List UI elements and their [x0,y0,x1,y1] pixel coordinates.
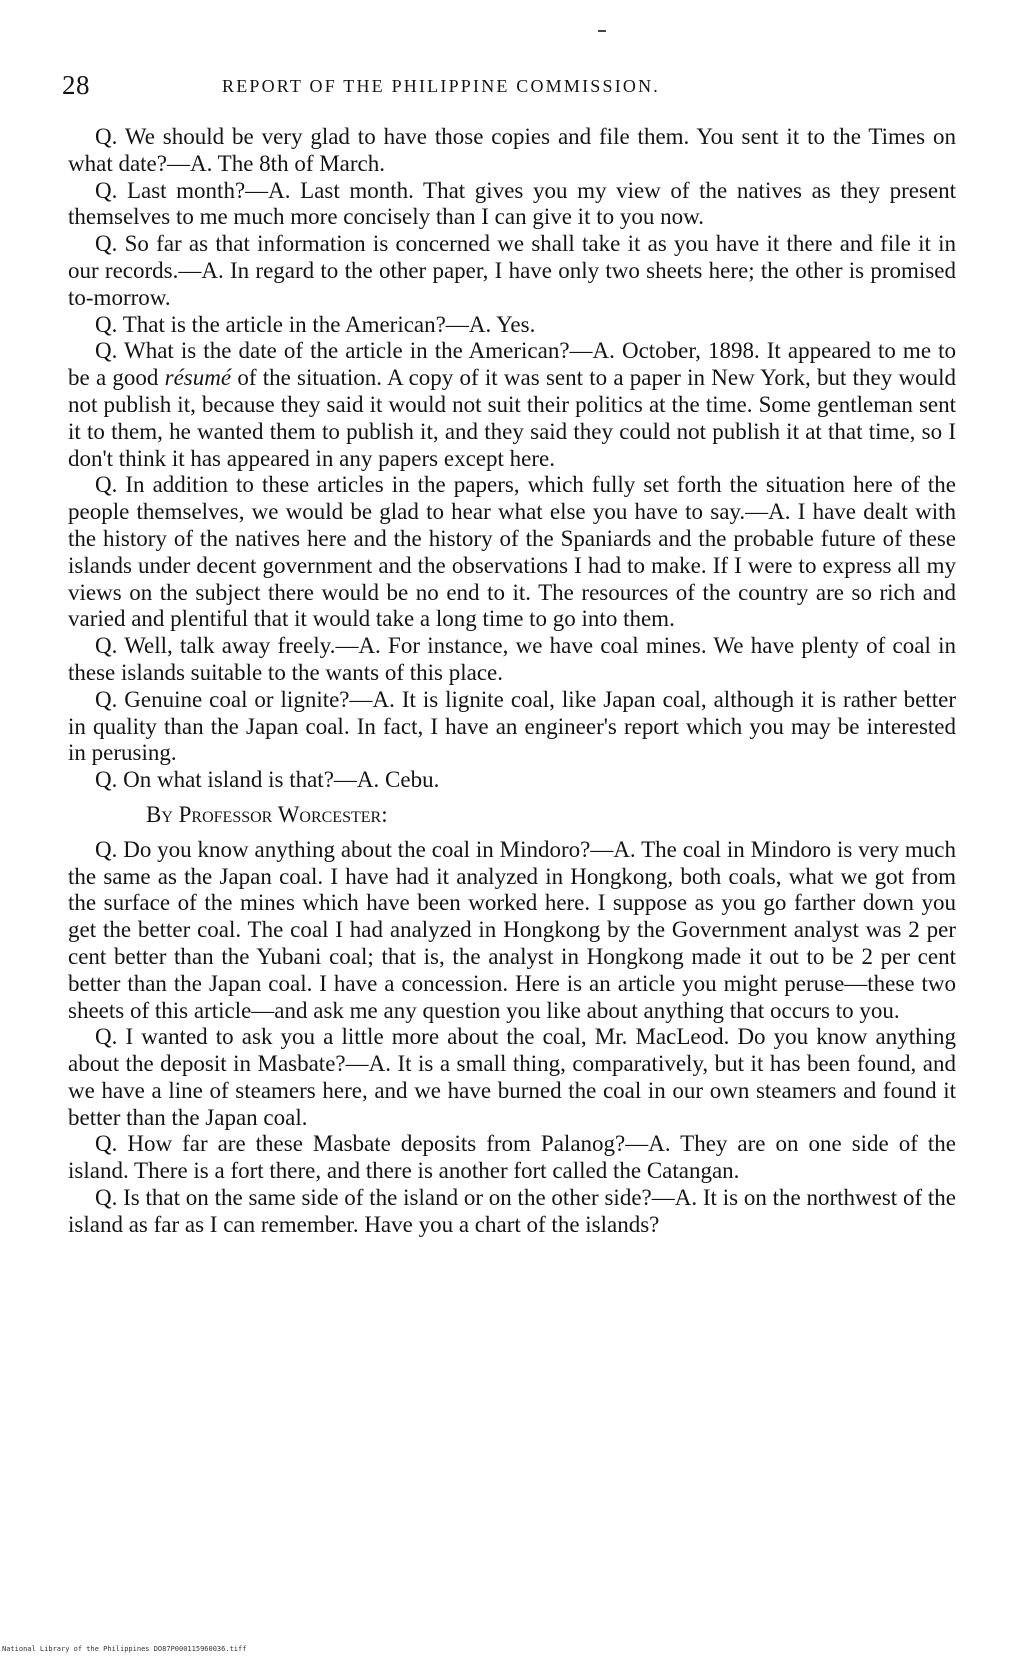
paragraph: Q. So far as that information is concerned we shall take it as you have it there and file it in our records.—A. In regard to the other paper, I have only two sheets here; the other is promised to-morrow. [68,231,956,310]
paragraph: Q. Well, talk away freely.—A. For instance, we have coal mines. We have plenty of coal in these islands suitable to the wants of this place. [68,633,956,685]
page-number: 28 [62,70,90,100]
paragraph: Q. That is the article in the American?—A. Yes. [95,311,536,337]
paragraph: Q. Genuine coal or lignite?—A. It is lignite coal, like Japan coal, although it is rather better in quality than the Japan coal. In fact, I have an engineer's report which you may be interested in perusing. [68,686,956,766]
paragraph: Q. On what island is that?—A. Cebu. [95,767,440,793]
running-head: REPORT OF THE PHILIPPINE COMMISSION. [222,76,661,96]
paragraph: Q. Do you know anything about the coal in Mindoro?—A. The coal in Mindoro is very much the same as the Japan coal. I have had it analyzed in Hongkong, both coals, what we got from the surface of the mines which have been worked here. I suppose as you go farther down you get the better coal. The coal I had analyzed in Hongkong by the Government analyst was 2 per cent better than the Yubani coal; that is, the analyst in Hongkong made it out to be 2 per cent better than the Japan coal. I have a concession. Here is an article you might peruse—these two sheets of this article—and ask me any question you like about anything that occurs to you. [68,836,956,1023]
speaker-heading: By Professor Worcester: [146,801,388,827]
paragraph: Q. I wanted to ask you a little more about the coal, Mr. MacLeod. Do you know anything about the deposit in Masbate?—A. It is a small thing, comparatively, but it has been found, and we have a line of steamers here, and we have burned the coal in our own steamers and found it better than the Japan coal. [68,1024,956,1130]
scan-footer: National Library of the Philippines DO87P000115960036.tiff [2,1645,247,1653]
paragraph: Q. Is that on the same side of the island or on the other side?—A. It is on the northwest of the island as far as I can remember. Have you a chart of the islands? [68,1185,956,1237]
body-text [68,124,956,1239]
paragraph: Q. What is the date of the article in the American?—A. October, 1898. It appeared to me to be a good résumé of the situation. A copy of it was sent to a paper in New York, but they would not publish it, because they said it would not suit their politics at the time. Some gentleman sent it to them, he wanted them to publish it, and they said they could not publish it at that time, so I don't think it has appeared in any papers except here. [68,338,956,471]
paragraph: Q. In addition to these articles in the papers, which fully set forth the situation here of the people themselves, we would be glad to hear what else you have to say.—A. I have dealt with the history of the natives here and the history of the Spaniards and the probable future of these islands under decent government and the observations I had to make. If I were to express all my views on the subject there would be no end to it. The resources of the country are so rich and varied and plentiful that it would take a long time to go into them. [68,472,956,632]
paragraph: Q. How far are these Masbate deposits from Palanog?—A. They are on one side of the island. There is a fort there, and there is another fort called the Catangan. [68,1131,956,1184]
scan-mark [598,30,606,32]
page-header [62,70,962,110]
paragraph: Q. Last month?—A. Last month. That gives you my view of the natives as they present themselves to me much more concisely than I can give it to you now. [68,177,956,230]
paragraph: Q. We should be very glad to have those copies and file them. You sent it to the Times on what date?—A. The 8th of March. [68,124,956,176]
